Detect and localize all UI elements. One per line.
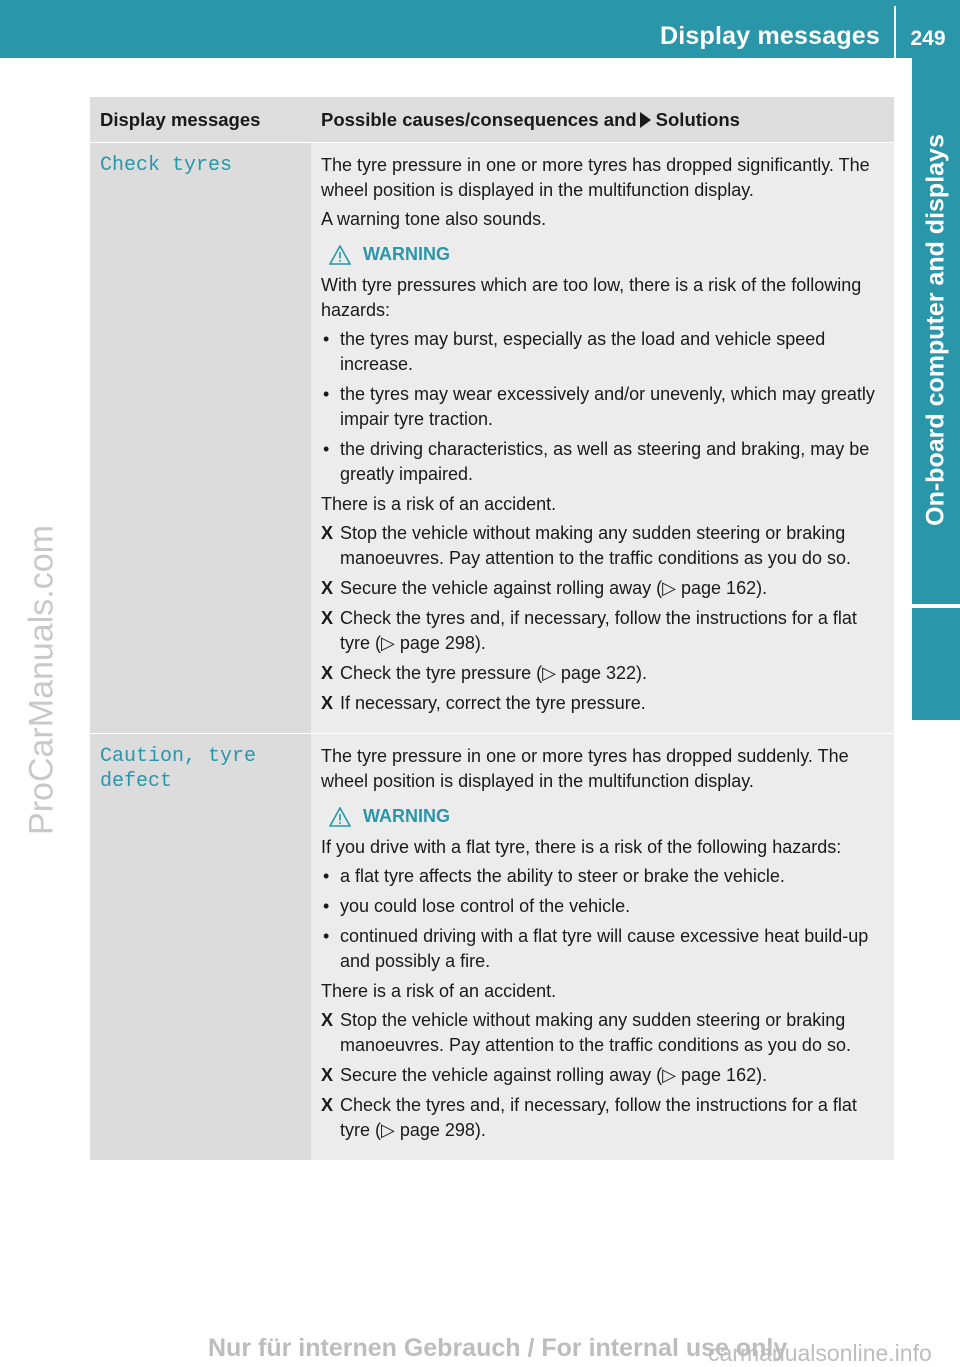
solution-triangle-icon (640, 112, 651, 128)
step-text: Check the tyres and, if necessary, follow the instructions for a flat tyre (▷ page 298). (340, 608, 857, 653)
header-causes-text: Possible causes/consequences and (321, 109, 637, 130)
warning-triangle-icon (329, 245, 351, 265)
cause-text: The tyre pressure in one or more tyres has dropped suddenly. The wheel position is displayed in the multifunction display. (321, 746, 849, 791)
step-text: Check the tyre pressure (▷ page 322). (340, 663, 647, 683)
page-number: 249 (910, 27, 946, 50)
bullet-icon: • (323, 896, 330, 916)
table-row (90, 142, 894, 733)
bullet-text: the tyres may burst, especially as the load and vehicle speed increase. (340, 329, 826, 374)
warning-text: If you drive with a flat tyre, there is a risk of the following hazards: (321, 837, 842, 857)
step-text: Stop the vehicle without making any sudden steering or braking manoeuvres. Pay attention to the traffic conditions as you do so. (340, 1010, 851, 1055)
step-x-icon: X (321, 1095, 334, 1115)
step-x-icon: X (321, 608, 334, 628)
display-messages-table (90, 97, 894, 1160)
hazard-bullet (321, 437, 886, 487)
bullet-text: the driving characteristics, as well as steering and braking, may be greatly impaired. (340, 439, 870, 484)
bullet-icon: • (323, 926, 330, 946)
internal-use-watermark: Nur für internen Gebrauch / For internal use only (208, 1334, 788, 1362)
header-display-messages: Display messages (100, 109, 261, 130)
display-message-caution-line-2: defect (100, 770, 173, 793)
step-text: Secure the vehicle against rolling away (▷ page 162). (340, 1065, 768, 1085)
risk-text: There is a risk of an accident. (321, 494, 557, 514)
solution-step (321, 1008, 886, 1058)
header-solutions-text: Solutions (655, 109, 740, 130)
step-x-icon: X (321, 578, 334, 598)
hazard-bullet (321, 864, 886, 889)
section-tab-marker (912, 608, 960, 720)
warning-heading (329, 244, 886, 265)
display-message-caution-line-1: Caution, tyre (100, 745, 257, 768)
solution-step (321, 661, 886, 686)
solution-step (321, 576, 886, 601)
bullet-text: you could lose control of the vehicle. (340, 896, 631, 916)
causes-cell (311, 143, 894, 733)
warning-label: WARNING (363, 806, 450, 826)
table-header-row (90, 97, 894, 142)
page-title: Display messages (660, 22, 880, 50)
display-message-check-tyres: Check tyres (100, 154, 233, 177)
step-text: Secure the vehicle against rolling away (▷ page 162). (340, 578, 768, 598)
step-text: If necessary, correct the tyre pressure. (340, 693, 646, 713)
step-text: Check the tyres and, if necessary, follow the instructions for a flat tyre (▷ page 298). (340, 1095, 857, 1140)
site-watermark: carmanualsonline.info (708, 1340, 932, 1366)
bullet-icon: • (323, 384, 330, 404)
solution-step (321, 1093, 886, 1143)
solution-step (321, 691, 886, 716)
bullet-text: a flat tyre affects the ability to steer or brake the vehicle. (340, 866, 785, 886)
header-causes-solutions (311, 97, 894, 142)
solution-step (321, 521, 886, 571)
causes-cell (311, 734, 894, 1160)
section-tab-label: On-board computer and displays (921, 134, 950, 526)
table-row (90, 733, 894, 1160)
step-x-icon: X (321, 663, 334, 683)
message-cell (90, 734, 311, 1160)
step-x-icon: X (321, 1065, 334, 1085)
step-text: Stop the vehicle without making any sudden steering or braking manoeuvres. Pay attention to the traffic conditions as you do so. (340, 523, 851, 568)
step-x-icon: X (321, 1010, 334, 1030)
solution-step (321, 1063, 886, 1088)
bullet-text: continued driving with a flat tyre will cause excessive heat build-up and possibly a fire. (340, 926, 869, 971)
hazard-bullet (321, 327, 886, 377)
risk-text: There is a risk of an accident. (321, 981, 557, 1001)
warning-triangle-icon (329, 807, 351, 827)
side-watermark: ProCarManuals.com (22, 525, 61, 835)
cause-text: A warning tone also sounds. (321, 209, 547, 229)
cause-text: The tyre pressure in one or more tyres has dropped significantly. The wheel position is displayed in the multifunction display. (321, 155, 870, 200)
solution-step (321, 606, 886, 656)
bullet-icon: • (323, 329, 330, 349)
warning-label: WARNING (363, 244, 450, 264)
message-cell (90, 143, 311, 733)
hazard-bullet (321, 382, 886, 432)
step-x-icon: X (321, 523, 334, 543)
hazard-bullet (321, 924, 886, 974)
hazard-bullet (321, 894, 886, 919)
warning-text: With tyre pressures which are too low, there is a risk of the following hazards: (321, 275, 862, 320)
step-x-icon: X (321, 693, 334, 713)
bullet-text: the tyres may wear excessively and/or unevenly, which may greatly impair tyre traction. (340, 384, 875, 429)
bullet-icon: • (323, 866, 330, 886)
bullet-icon: • (323, 439, 330, 459)
warning-heading (329, 806, 886, 827)
